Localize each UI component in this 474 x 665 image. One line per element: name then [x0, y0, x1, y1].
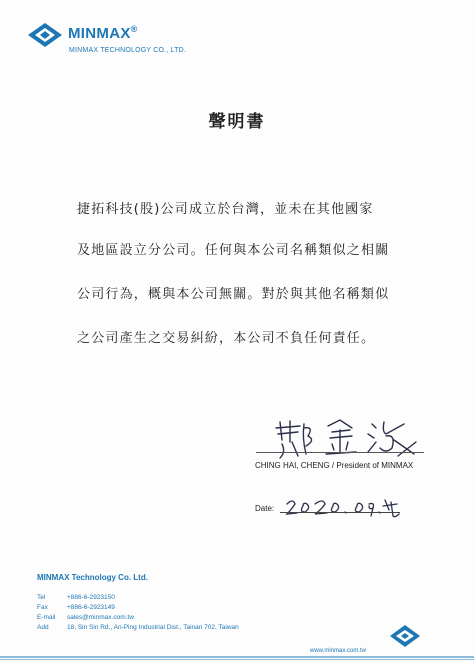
footer-email: E-mail sales@minmax.com.tw: [37, 614, 134, 621]
date-line: [280, 512, 400, 513]
handwritten-date: [285, 496, 405, 522]
signer-name: CHING HAI, CHENG / President of MINMAX: [255, 461, 414, 470]
document-title: 聲明書: [208, 112, 266, 132]
paragraph-line: 及地區設立分公司。任何與本公司名稱類似之相關: [77, 243, 390, 258]
footer-url: www.minmax.com.tw: [307, 648, 369, 654]
paragraph-line: 捷拓科技(股)公司成立於台灣，並未在其他國家: [77, 202, 374, 217]
date-label: Date:: [255, 504, 275, 513]
footer-address: Add 18, Sin Sin Rd., An-Ping Industrial Dist., Tainan 702, Taiwan: [37, 624, 239, 631]
minmax-corner-logo-icon: [388, 623, 422, 655]
brand-subtitle: MINMAX TECHNOLOGY CO., LTD.: [69, 47, 187, 54]
signature-line: [256, 452, 424, 453]
footer-tel: Tel +886-6-2923150: [37, 594, 115, 601]
paragraph-line: 之公司產生之交易糾紛，本公司不負任何責任。: [77, 331, 376, 346]
minmax-logo-icon: [27, 22, 63, 48]
footer-company: MINMAX Technology Co. Ltd.: [37, 573, 148, 582]
footer-fax: Fax +886-6-2923149: [37, 604, 115, 611]
paragraph-line: 公司行為，概與本公司無關。對於與其他名稱類似: [77, 287, 390, 302]
brand-name: MINMAX®: [68, 24, 138, 42]
